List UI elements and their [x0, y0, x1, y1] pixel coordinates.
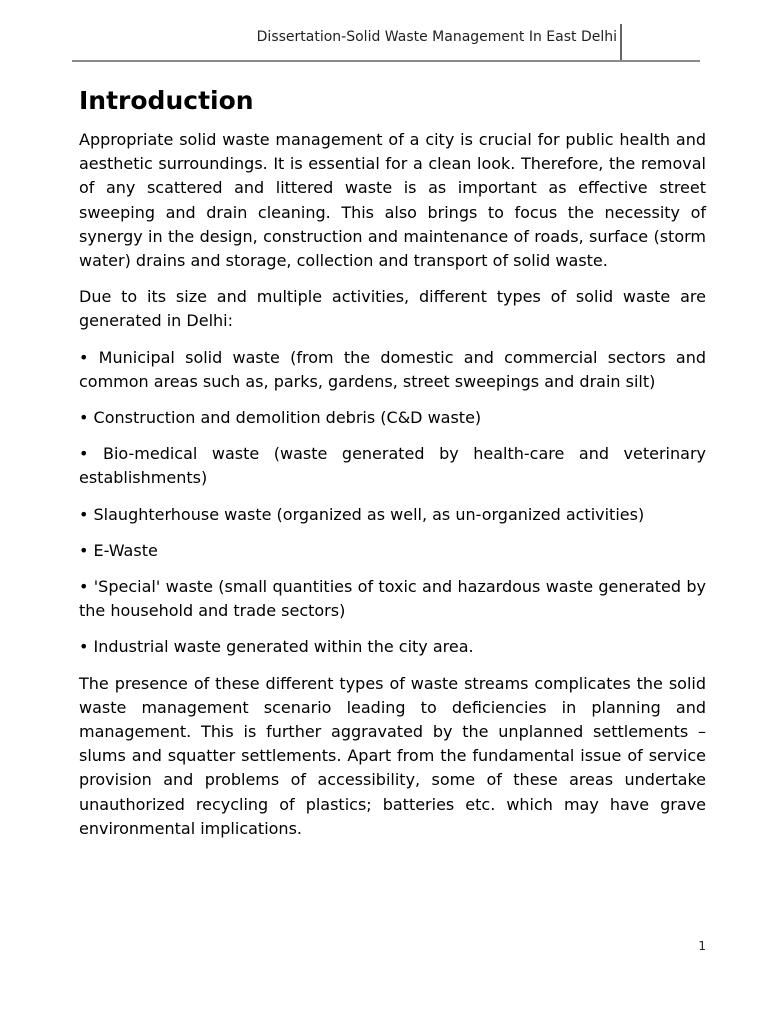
bullet-slaughterhouse-waste: • Slaughterhouse waste (organized as well, as un-organized activities): [79, 504, 645, 524]
bullet-bio-medical-waste: • Bio-medical waste (waste generated by health-care and veterinary establishments): [79, 444, 706, 488]
intro-paragraph: Appropriate solid waste management of a city is crucial for public health and aesthetic surroundings. It is essential for a clean look. Therefore, the removal of any scattered and littered waste is as important as effective street sweeping and drain cleaning. This also brings to focus the necessity of synergy in the design, construction and maintenance of roads, surface (storm water) drains and storage, collection and transport of solid waste.: [79, 130, 706, 271]
waste-types-intro: Due to its size and multiple activities, different types of solid waste are generated in Delhi:: [79, 287, 706, 331]
header-vertical-bar: [620, 24, 622, 60]
header-rule: [72, 60, 700, 62]
header-title: Dissertation-Solid Waste Management In East Delhi: [256, 29, 617, 45]
closing-paragraph: The presence of these different types of waste streams complicates the solid waste management scenario leading to deficiencies in planning and management. This is further aggravated by the unplanned settlements – slums and squatter settlements. Apart from the fundamental issue of service provision and problems of accessibility, some of these areas undertake unauthorized recycling of plastics; batteries etc. which may have grave environmental implications.: [79, 673, 706, 838]
page-content: [79, 84, 706, 853]
bullet-municipal-waste: • Municipal solid waste (from the domestic and commercial sectors and common areas such as, parks, gardens, street sweepings and drain silt): [79, 347, 706, 391]
bullet-industrial-waste: • Industrial waste generated within the city area.: [79, 637, 474, 657]
page-header: [72, 20, 700, 62]
bullet-special-waste: • 'Special' waste (small quantities of toxic and hazardous waste generated by the household and trade sectors): [79, 577, 706, 621]
bullet-e-waste: • E-Waste: [79, 540, 158, 560]
section-heading: Introduction: [79, 86, 254, 115]
page-number: 1: [698, 939, 706, 953]
bullet-construction-debris: • Construction and demolition debris (C&D waste): [79, 408, 482, 428]
